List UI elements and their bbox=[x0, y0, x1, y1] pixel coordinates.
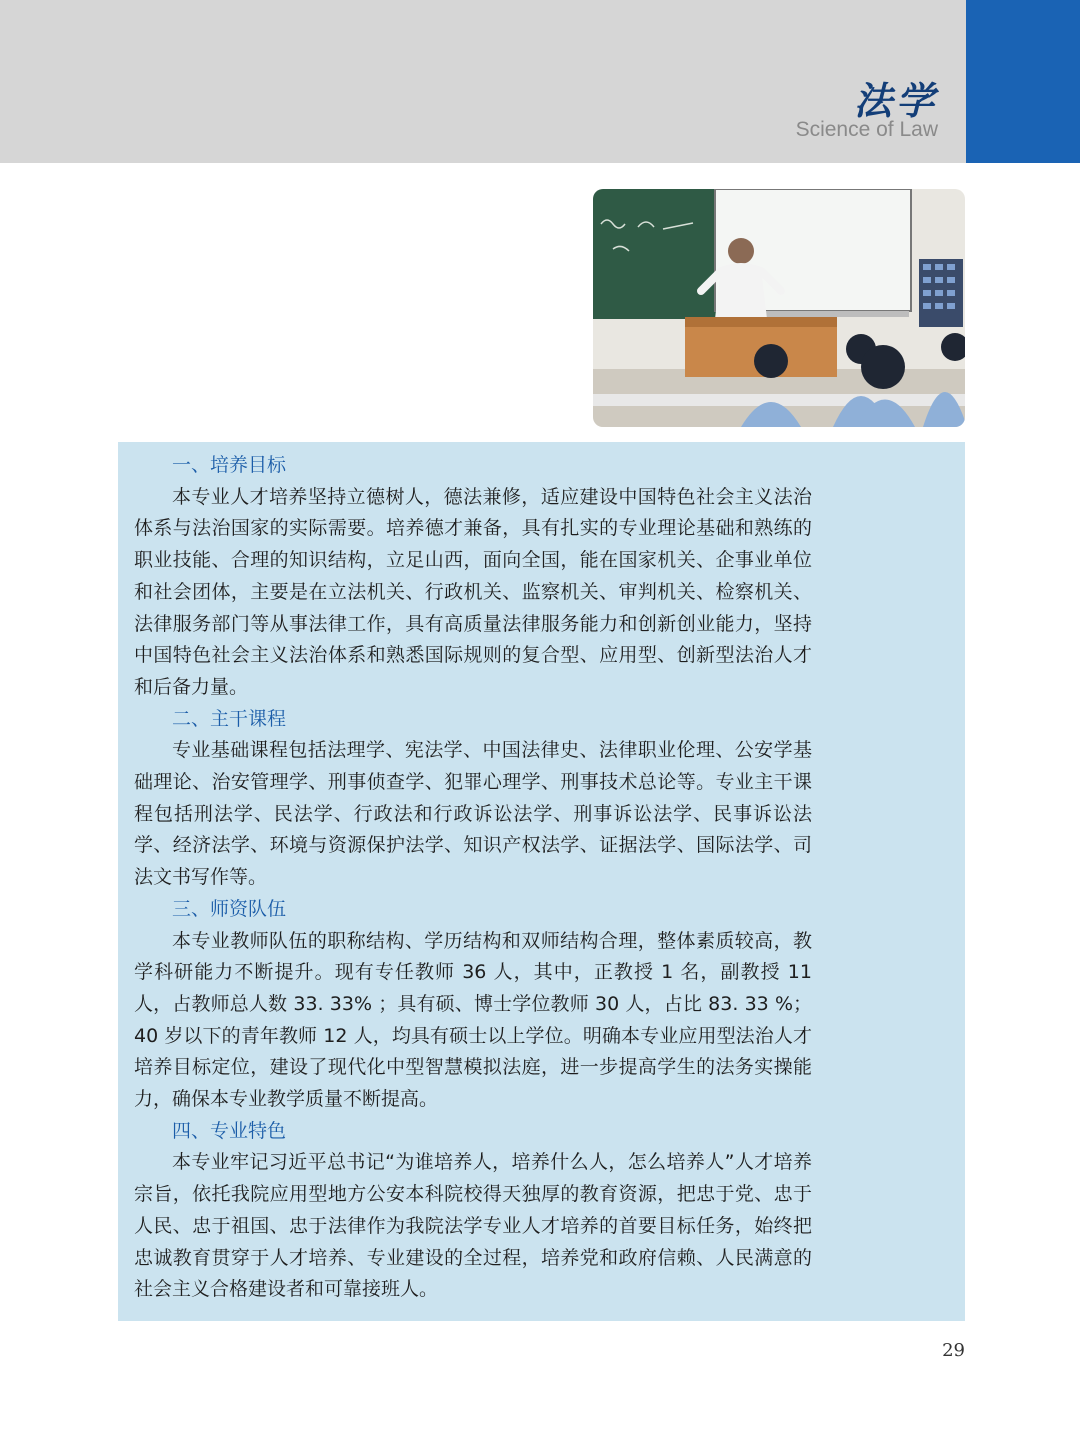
content-text bbox=[134, 450, 812, 1306]
section-body-features: 本专业牢记习近平总书记“为谁培养人，培养什么人，怎么培养人”人才培养宗旨，依托我院应用型地方公安本科院校得天独厚的教育资源，把忠于党、忠于人民、忠于祖国、忠于法律作为我院法学专业人才培养的首要目标任务，始终把忠诚教育贯穿于人才培养、专业建设的全过程，培养党和政府信赖、人民满意的社会主义合格建设者和可靠接班人。 bbox=[134, 1151, 812, 1301]
page-number: 29 bbox=[942, 1340, 965, 1361]
header-accent-block bbox=[966, 0, 1080, 163]
section-heading-features: 四、专业特色 bbox=[172, 1119, 287, 1142]
section-title: 法学 bbox=[853, 78, 938, 123]
section-subtitle: Science of Law bbox=[795, 118, 938, 141]
section-body-courses: 专业基础课程包括法理学、宪法学、中国法律史、法律职业伦理、公安学基础理论、治安管理学、刑事侦查学、犯罪心理学、刑事技术总论等。专业主干课程包括刑法学、民法学、行政法和行政诉讼法学、刑事诉讼法学、民事诉讼法学、经济法学、环境与资源保护法学、知识产权法学、证据法学、国际法学、司法文书写作等。 bbox=[134, 739, 812, 889]
classroom-photo bbox=[593, 189, 965, 427]
section-body-goals: 本专业人才培养坚持立德树人，德法兼修，适应建设中国特色社会主义法治体系与法治国家的实际需要。培养德才兼备，具有扎实的专业理论基础和熟练的职业技能、合理的知识结构，立足山西，面向全国，能在国家机关、企事业单位和社会团体，主要是在立法机关、行政机关、监察机关、审判机关、检察机关、法律服务部门等从事法律工作，具有高质量法律服务能力和创新创业能力，坚持中国特色社会主义法治体系和熟悉国际规则的复合型、应用型、创新型法治人才和后备力量。 bbox=[134, 485, 812, 698]
section-heading-faculty: 三、师资队伍 bbox=[172, 897, 287, 920]
section-body-faculty: 本专业教师队伍的职称结构、学历结构和双师结构合理，整体素质较高，教学科研能力不断提升。现有专任教师 36 人，其中，正教授 1 名，副教授 11 人，占教师总人数 33. 33% ；具有硕、博士学位教师 30 人，占比 83. 33 %；40 岁以下的青年教师 12 人，均具有硕士以上学位。明确本专业应用型法治人才培养目标定位，建设了现代化中型智慧模拟法庭，进一步提高学生的法务实操能力，确保本专业教学质量不断提高。 bbox=[134, 929, 812, 1111]
section-heading-courses: 二、主干课程 bbox=[172, 707, 287, 730]
section-heading-goals: 一、培养目标 bbox=[172, 454, 287, 476]
